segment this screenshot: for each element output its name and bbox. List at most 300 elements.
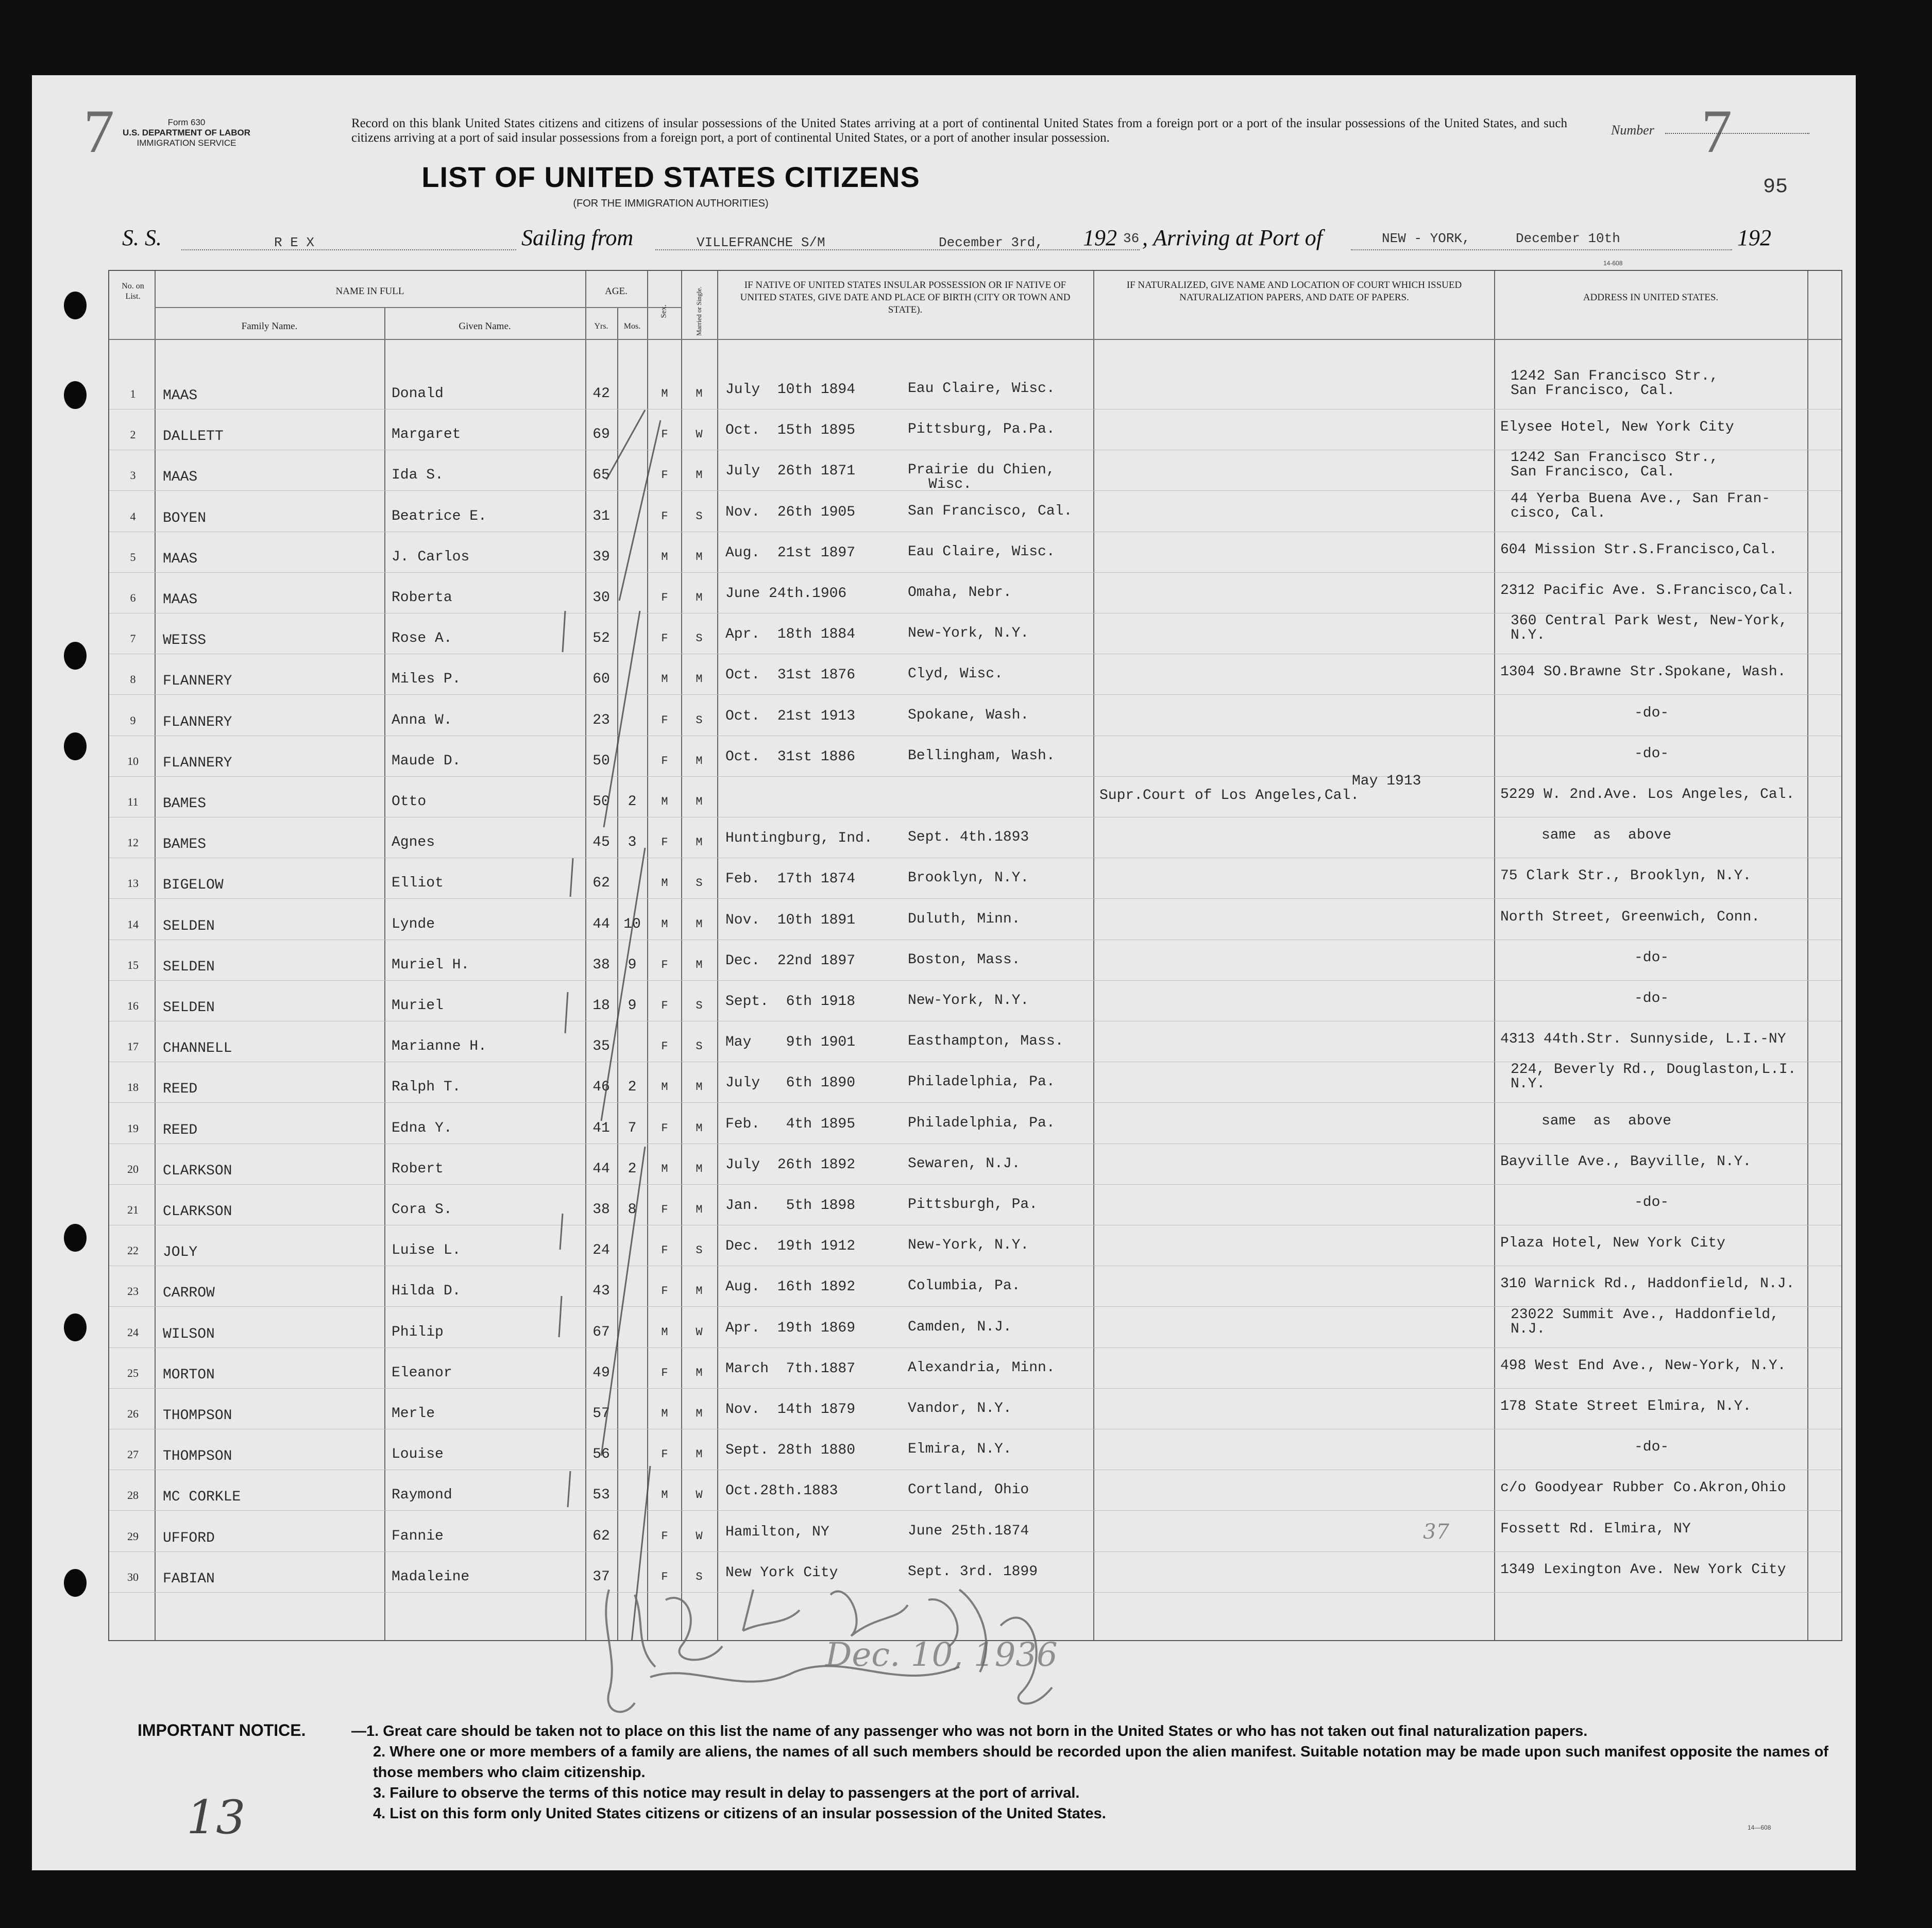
birth-place: Sept. 4th.1893 xyxy=(908,829,1029,846)
row-number: 13 xyxy=(127,877,139,890)
given-name: Philip xyxy=(392,1324,444,1340)
sex: F xyxy=(661,1203,668,1216)
form-line: Form 630 xyxy=(167,117,206,127)
given-name: Elliot xyxy=(392,875,444,892)
form-number xyxy=(104,117,269,148)
family-name: THOMPSON xyxy=(163,1408,232,1424)
age-months: 9 xyxy=(628,957,637,973)
row-number: 6 xyxy=(130,591,136,604)
age-years: 41 xyxy=(592,1120,610,1136)
given-name: Donald xyxy=(392,386,444,402)
ink-stroke xyxy=(568,1471,570,1507)
address: Fossett Rd. Elmira, NY xyxy=(1500,1521,1691,1537)
given-name: Marianne H. xyxy=(392,1038,487,1055)
family-name: BAMES xyxy=(163,796,207,812)
birth-place: Pittsburg, Pa.Pa. xyxy=(908,421,1055,438)
birth-date: Oct.28th.1883 xyxy=(725,1483,838,1499)
birth-place: Philadelphia, Pa. xyxy=(908,1115,1055,1131)
family-name: CHANNELL xyxy=(163,1040,232,1057)
age-months: 2 xyxy=(628,1079,637,1096)
binder-hole xyxy=(64,642,87,670)
family-name: THOMPSON xyxy=(163,1448,232,1465)
number-underline xyxy=(1665,133,1809,134)
marital-status: W xyxy=(696,1325,703,1339)
row-number: 8 xyxy=(130,673,136,686)
sex: F xyxy=(661,1448,668,1461)
row-number: 10 xyxy=(127,754,139,767)
passenger-table xyxy=(108,270,1842,1641)
marital-status: M xyxy=(696,836,703,849)
row-number: 23 xyxy=(127,1285,139,1298)
birth-place: Sewaren, N.J. xyxy=(908,1155,1021,1172)
ss-label: S. S. xyxy=(122,225,162,250)
age-years: 38 xyxy=(592,1202,610,1218)
row-number: 19 xyxy=(127,1121,139,1135)
family-name: BAMES xyxy=(163,837,207,853)
birth-date: Nov. 14th 1879 xyxy=(725,1402,856,1418)
marital-status: M xyxy=(696,1203,703,1216)
address: 310 Warnick Rd., Haddonfield, N.J. xyxy=(1500,1276,1795,1292)
sex: M xyxy=(661,550,668,564)
address: -do- xyxy=(1634,991,1669,1006)
marital-status: M xyxy=(696,795,703,808)
dotted-line xyxy=(181,249,516,250)
family-name: FABIAN xyxy=(163,1571,215,1587)
birth-place: New-York, N.Y. xyxy=(908,1237,1029,1254)
age-years: 24 xyxy=(592,1242,610,1259)
family-name: BOYEN xyxy=(163,510,207,526)
row-number: 5 xyxy=(130,550,136,564)
row-number: 7 xyxy=(130,632,136,645)
family-name: CLARKSON xyxy=(163,1163,232,1179)
family-name: REED xyxy=(163,1122,198,1138)
family-name: SELDEN xyxy=(163,918,215,934)
sex: F xyxy=(661,509,668,523)
birth-place: Philadelphia, Pa. xyxy=(908,1074,1055,1090)
age-months: 2 xyxy=(628,794,637,810)
birth-date: Sept. 28th 1880 xyxy=(725,1442,856,1459)
row-number: 2 xyxy=(130,428,136,441)
ink-stroke xyxy=(601,848,645,1121)
notice-list xyxy=(351,1721,1845,1824)
age-months: 2 xyxy=(628,1161,637,1177)
row-number: 24 xyxy=(127,1325,139,1339)
marital-status: M xyxy=(696,958,703,971)
sailing-label: Sailing from xyxy=(521,225,634,250)
row-number: 9 xyxy=(130,713,136,727)
address: -do- xyxy=(1634,1439,1669,1456)
col-naturalized-header: IF NATURALIZED, GIVE NAME AND LOCATION OF COURT WHICH ISSUED NATURALIZATION PAPERS, AND DATE OF PAPERS. xyxy=(1126,280,1462,303)
binder-hole xyxy=(64,381,87,409)
age-years: 44 xyxy=(592,916,610,932)
given-name: Cora S. xyxy=(392,1202,452,1218)
age-years: 50 xyxy=(592,794,610,810)
address-cont: San Francisco, Cal. xyxy=(1511,383,1675,399)
row-number: 28 xyxy=(127,1489,139,1502)
page-subtitle: (FOR THE IMMIGRATION AUTHORITIES) xyxy=(573,198,769,209)
given-name: Beatrice E. xyxy=(392,508,487,524)
address: 178 State Street Elmira, N.Y. xyxy=(1500,1398,1752,1414)
notice-item: 4. List on this form only United States citizens or citizens of an insular possession of the United States. xyxy=(373,1805,1106,1822)
ink-checkmarks xyxy=(109,271,1841,1640)
marital-status: M xyxy=(696,387,703,400)
marital-status: M xyxy=(696,1081,703,1094)
birth-place: Cortland, Ohio xyxy=(908,1482,1029,1498)
address: 4313 44th.Str. Sunnyside, L.I.-NY xyxy=(1500,1031,1786,1048)
age-years: 67 xyxy=(592,1324,610,1340)
col-married-header: Married or Single. xyxy=(695,286,703,336)
sex: F xyxy=(661,1285,668,1298)
address: 604 Mission Str.S.Francisco,Cal. xyxy=(1500,541,1777,558)
birth-date: Apr. 18th 1884 xyxy=(725,626,856,643)
birth-place: Spokane, Wash. xyxy=(908,707,1029,723)
birth-date: July 26th 1871 xyxy=(725,463,856,480)
birth-place: New-York, N.Y. xyxy=(908,625,1029,642)
col-yrs-header: Yrs. xyxy=(594,322,608,331)
family-name: UFFORD xyxy=(163,1530,215,1546)
year-prefix: 192 xyxy=(1083,225,1117,250)
age-years: 42 xyxy=(592,386,610,402)
sex: F xyxy=(661,999,668,1012)
sex: M xyxy=(661,1407,668,1420)
birth-date: Jan. 5th 1898 xyxy=(725,1198,856,1214)
age-years: 46 xyxy=(592,1079,610,1096)
arrival-port: NEW - YORK, xyxy=(1382,231,1470,246)
given-name: Ralph T. xyxy=(392,1079,461,1096)
address: 23022 Summit Ave., Haddonfield, xyxy=(1511,1306,1779,1323)
col-sex-header: Sex. xyxy=(659,304,668,318)
birth-place: Columbia, Pa. xyxy=(908,1278,1021,1294)
address: 75 Clark Str., Brooklyn, N.Y. xyxy=(1500,868,1752,884)
ink-stroke xyxy=(570,858,573,897)
col-given-header: Given Name. xyxy=(459,321,511,332)
sex: M xyxy=(661,673,668,686)
notice-item: —1. Great care should be taken not to place on this list the name of any passenger who was not born in the United States or who has not taken out final naturalization papers. xyxy=(351,1723,1588,1739)
row-number: 25 xyxy=(127,1366,139,1379)
given-name: Merle xyxy=(392,1406,435,1422)
birth-place: Clyd, Wisc. xyxy=(908,666,1003,683)
age-years: 56 xyxy=(592,1446,610,1463)
age-years: 60 xyxy=(592,671,610,688)
given-name: Edna Y. xyxy=(392,1120,452,1136)
family-name: DALLETT xyxy=(163,429,224,445)
sex: M xyxy=(661,1081,668,1094)
birth-place: Omaha, Nebr. xyxy=(908,585,1012,601)
address: same as above xyxy=(1541,1113,1672,1129)
age-years: 35 xyxy=(592,1038,610,1055)
row-number: 3 xyxy=(130,469,136,482)
sex: M xyxy=(661,1489,668,1502)
sex: M xyxy=(661,1325,668,1339)
age-years: 52 xyxy=(592,630,610,647)
age-years: 30 xyxy=(592,590,610,606)
birth-place: Pittsburgh, Pa. xyxy=(908,1197,1038,1213)
row-number: 30 xyxy=(127,1570,139,1583)
given-name: Margaret xyxy=(392,426,461,443)
age-years: 62 xyxy=(592,1528,610,1544)
print-code: 14-608 xyxy=(1603,260,1623,267)
binder-hole xyxy=(64,732,87,760)
birth-date: Aug. 16th 1892 xyxy=(725,1279,856,1295)
given-name: Raymond xyxy=(392,1487,452,1504)
family-name: WILSON xyxy=(163,1326,215,1342)
age-years: 44 xyxy=(592,1161,610,1177)
age-years: 37 xyxy=(592,1568,610,1585)
given-name: Hilda D. xyxy=(392,1283,461,1300)
marital-status: M xyxy=(696,469,703,482)
binder-hole xyxy=(64,1569,87,1597)
age-years: 45 xyxy=(592,834,610,851)
address-cont: N.J. xyxy=(1511,1321,1546,1337)
family-name: CLARKSON xyxy=(163,1204,232,1220)
birth-date: Oct. 21st 1913 xyxy=(725,708,856,724)
col-family-header: Family Name. xyxy=(241,321,298,332)
birth-place: Brooklyn, N.Y. xyxy=(908,870,1029,886)
family-name: FLANNERY xyxy=(163,755,232,771)
marital-status: S xyxy=(696,877,703,890)
marital-status: S xyxy=(696,1570,703,1583)
family-name: SELDEN xyxy=(163,1000,215,1016)
given-name: Muriel xyxy=(392,998,444,1014)
address: c/o Goodyear Rubber Co.Akron,Ohio xyxy=(1500,1480,1786,1496)
birth-date: July 10th 1894 xyxy=(725,382,856,398)
row-number: 12 xyxy=(127,836,139,849)
address: 5229 W. 2nd.Ave. Los Angeles, Cal. xyxy=(1500,787,1795,803)
sex: F xyxy=(661,1529,668,1543)
corner-mark: 7 xyxy=(83,97,114,165)
naturalization-court: Supr.Court of Los Angeles,Cal. xyxy=(1099,788,1360,804)
birth-date: Dec. 22nd 1897 xyxy=(725,952,856,969)
address: 2312 Pacific Ave. S.Francisco,Cal. xyxy=(1500,583,1795,599)
birth-place: Prairie du Chien, xyxy=(908,462,1055,479)
age-years: 23 xyxy=(592,712,610,728)
ink-stroke xyxy=(565,992,568,1033)
birth-date: Apr. 19th 1869 xyxy=(725,1320,856,1336)
marital-status: S xyxy=(696,999,703,1012)
birth-place: Vandor, N.Y. xyxy=(908,1401,1012,1417)
ink-stroke xyxy=(560,1214,563,1250)
sex: M xyxy=(661,387,668,400)
birth-date: New York City xyxy=(725,1564,838,1581)
binder-hole xyxy=(64,1224,87,1252)
marital-status: M xyxy=(696,1162,703,1175)
signature-date: Dec. 10, 1936 xyxy=(825,1636,1058,1674)
given-name: Luise L. xyxy=(392,1242,461,1259)
address: Elysee Hotel, New York City xyxy=(1500,419,1734,436)
marital-status: M xyxy=(696,1366,703,1379)
birth-place: Duluth, Minn. xyxy=(908,911,1021,927)
birth-date: Nov. 26th 1905 xyxy=(725,504,856,520)
sex: F xyxy=(661,713,668,727)
birth-place: Elmira, N.Y. xyxy=(908,1441,1012,1458)
sex: F xyxy=(661,1040,668,1053)
family-name: FLANNERY xyxy=(163,673,232,690)
age-years: 62 xyxy=(592,875,610,892)
birth-date: Hamilton, NY xyxy=(725,1524,829,1540)
family-name: MAAS xyxy=(163,388,198,404)
marital-status: M xyxy=(696,917,703,931)
sex: F xyxy=(661,591,668,604)
age-years: 53 xyxy=(592,1487,610,1504)
age-years: 38 xyxy=(592,957,610,973)
year-suffix: 36 xyxy=(1123,231,1140,246)
form-line: IMMIGRATION SERVICE xyxy=(137,138,236,148)
family-name: CARROW xyxy=(163,1285,215,1302)
birth-place: June 25th.1874 xyxy=(908,1523,1029,1539)
marital-status: S xyxy=(696,713,703,727)
marital-status: M xyxy=(696,1448,703,1461)
given-name: J. Carlos xyxy=(392,549,470,565)
sex: M xyxy=(661,917,668,931)
col-no-header: No. on List. xyxy=(122,282,144,301)
birth-place: Boston, Mass. xyxy=(908,951,1021,968)
notice-heading: IMPORTANT NOTICE. xyxy=(138,1721,306,1739)
row-number: 15 xyxy=(127,958,139,971)
sex: F xyxy=(661,958,668,971)
family-name: MAAS xyxy=(163,469,198,486)
family-name: JOLY xyxy=(163,1244,198,1261)
row-number: 20 xyxy=(127,1162,139,1175)
family-name: MC CORKLE xyxy=(163,1489,241,1506)
age-years: 69 xyxy=(592,426,610,443)
given-name: Louise xyxy=(392,1446,444,1463)
address: 1349 Lexington Ave. New York City xyxy=(1500,1561,1786,1578)
family-name: REED xyxy=(163,1081,198,1098)
row-number: 11 xyxy=(127,795,139,808)
given-name: Muriel H. xyxy=(392,957,470,973)
marital-status: S xyxy=(696,1040,703,1053)
age-months: 3 xyxy=(628,834,637,851)
row-number: 17 xyxy=(127,1040,139,1053)
notice-item: 3. Failure to observe the terms of this notice may result in delay to passengers at the port of arrival. xyxy=(373,1785,1080,1801)
address: 1242 San Francisco Str., xyxy=(1511,450,1719,466)
age-years: 43 xyxy=(592,1283,610,1300)
given-name: Fannie xyxy=(392,1528,444,1544)
sailing-port: VILLEFRANCHE S/M xyxy=(697,235,825,250)
given-name: Eleanor xyxy=(392,1364,452,1381)
sex: F xyxy=(661,836,668,849)
bottom-mark: 13 xyxy=(187,1790,246,1845)
address: -do- xyxy=(1634,1195,1669,1210)
arrival-date: December 10th xyxy=(1516,231,1620,246)
dotted-line xyxy=(1351,249,1732,250)
sex: F xyxy=(661,1570,668,1583)
address-cont: N.Y. xyxy=(1511,1076,1546,1093)
age-years: 65 xyxy=(592,467,610,484)
row-number: 27 xyxy=(127,1448,139,1461)
birth-place: Alexandria, Minn. xyxy=(908,1359,1055,1376)
marital-status: M xyxy=(696,673,703,686)
age-years: 57 xyxy=(592,1406,610,1422)
age-months: 7 xyxy=(628,1120,637,1136)
row-number: 22 xyxy=(127,1244,139,1257)
given-name: Miles P. xyxy=(392,671,461,688)
family-name: MAAS xyxy=(163,592,198,608)
sailing-date: December 3rd, xyxy=(939,235,1043,250)
marital-status: S xyxy=(696,509,703,523)
birth-date: Feb. 4th 1895 xyxy=(725,1116,856,1132)
marital-status: W xyxy=(696,1489,703,1502)
row-number: 4 xyxy=(130,509,136,523)
col-birth-header: IF NATIVE OF UNITED STATES INSULAR POSSESSION OR IF NATIVE OF UNITED STATES, GIVE DATE AND PLACE OF BIRTH (CITY OR TOWN AND STATE). xyxy=(740,280,1071,315)
birth-date: Nov. 10th 1891 xyxy=(725,912,856,928)
address: same as above xyxy=(1541,827,1672,844)
age-years: 50 xyxy=(592,753,610,769)
given-name: Ida S. xyxy=(392,467,444,484)
sex: M xyxy=(661,795,668,808)
marital-status: W xyxy=(696,428,703,441)
sex: F xyxy=(661,754,668,767)
ship-name: R E X xyxy=(274,235,315,250)
address: -do- xyxy=(1634,745,1669,762)
address: -do- xyxy=(1634,705,1669,721)
given-name: Rose A. xyxy=(392,630,452,647)
address: 1304 SO.Brawne Str.Spokane, Wash. xyxy=(1500,664,1786,680)
given-name: Robert xyxy=(392,1161,444,1177)
birth-date: Dec. 19th 1912 xyxy=(725,1238,856,1255)
col-age-header: AGE. xyxy=(605,286,628,297)
notice-item: 2. Where one or more members of a family are aliens, the names of all such members should be recorded upon the alien manifest. Suitable notation may be made upon such manifest opposite the names of those members who claim citizenship. xyxy=(373,1744,1828,1781)
sex: F xyxy=(661,469,668,482)
address: 224, Beverly Rd., Douglaston,L.I. xyxy=(1511,1062,1797,1078)
sex: F xyxy=(661,632,668,645)
birth-date: Oct. 31st 1886 xyxy=(725,748,856,765)
naturalization-date: May 1913 xyxy=(1352,773,1421,789)
sex: F xyxy=(661,1121,668,1135)
intro-text: Record on this blank United States citizens and citizens of insular possessions of the United States arriving at a port of continental United States from a foreign port or a port of the insular possessions of the United States, and such citizens arriving at a port of said insular possessions from a foreign port, a port of continental United States, or a port of another insular possession. xyxy=(351,116,1567,145)
birth-date: Huntingburg, Ind. xyxy=(725,830,873,847)
age-years: 39 xyxy=(592,549,610,565)
row-number: 18 xyxy=(127,1081,139,1094)
margin-mark: 37 xyxy=(1423,1520,1449,1544)
row-number: 26 xyxy=(127,1407,139,1420)
address: 1242 San Francisco Str., xyxy=(1511,368,1719,384)
sex: F xyxy=(661,1366,668,1379)
form-line: U.S. DEPARTMENT OF LABOR xyxy=(122,128,251,138)
address-cont: cisco, Cal. xyxy=(1511,505,1606,521)
birth-date: Oct. 31st 1876 xyxy=(725,667,856,684)
row-number: 1 xyxy=(130,387,136,400)
marital-status: M xyxy=(696,754,703,767)
ink-stroke xyxy=(601,1147,645,1456)
address: 360 Central Park West, New-York, xyxy=(1511,613,1788,629)
sex: F xyxy=(661,428,668,441)
marital-status: M xyxy=(696,550,703,564)
age-years: 49 xyxy=(592,1364,610,1381)
given-name: Otto xyxy=(392,794,427,810)
family-name: BIGELOW xyxy=(163,877,224,894)
birth-place: Eau Claire, Wisc. xyxy=(908,543,1055,560)
year-2: 192 xyxy=(1737,225,1771,250)
row-number: 29 xyxy=(127,1529,139,1543)
form-sheet xyxy=(32,75,1856,1870)
col-address-header: ADDRESS IN UNITED STATES. xyxy=(1583,292,1719,303)
birth-place: Camden, N.J. xyxy=(908,1319,1012,1335)
marital-status: M xyxy=(696,1121,703,1135)
marital-status: M xyxy=(696,1285,703,1298)
ink-stroke xyxy=(559,1296,562,1337)
col-mos-header: Mos. xyxy=(623,322,641,331)
birth-date: Sept. 6th 1918 xyxy=(725,994,856,1010)
sex: F xyxy=(661,1244,668,1257)
birth-date: June 24th.1906 xyxy=(725,586,847,602)
marital-status: W xyxy=(696,1529,703,1543)
address-cont: N.Y. xyxy=(1511,627,1546,644)
family-name: MAAS xyxy=(163,551,198,567)
marital-status: M xyxy=(696,1407,703,1420)
birth-place: Eau Claire, Wisc. xyxy=(908,381,1055,397)
family-name: MORTON xyxy=(163,1367,215,1383)
